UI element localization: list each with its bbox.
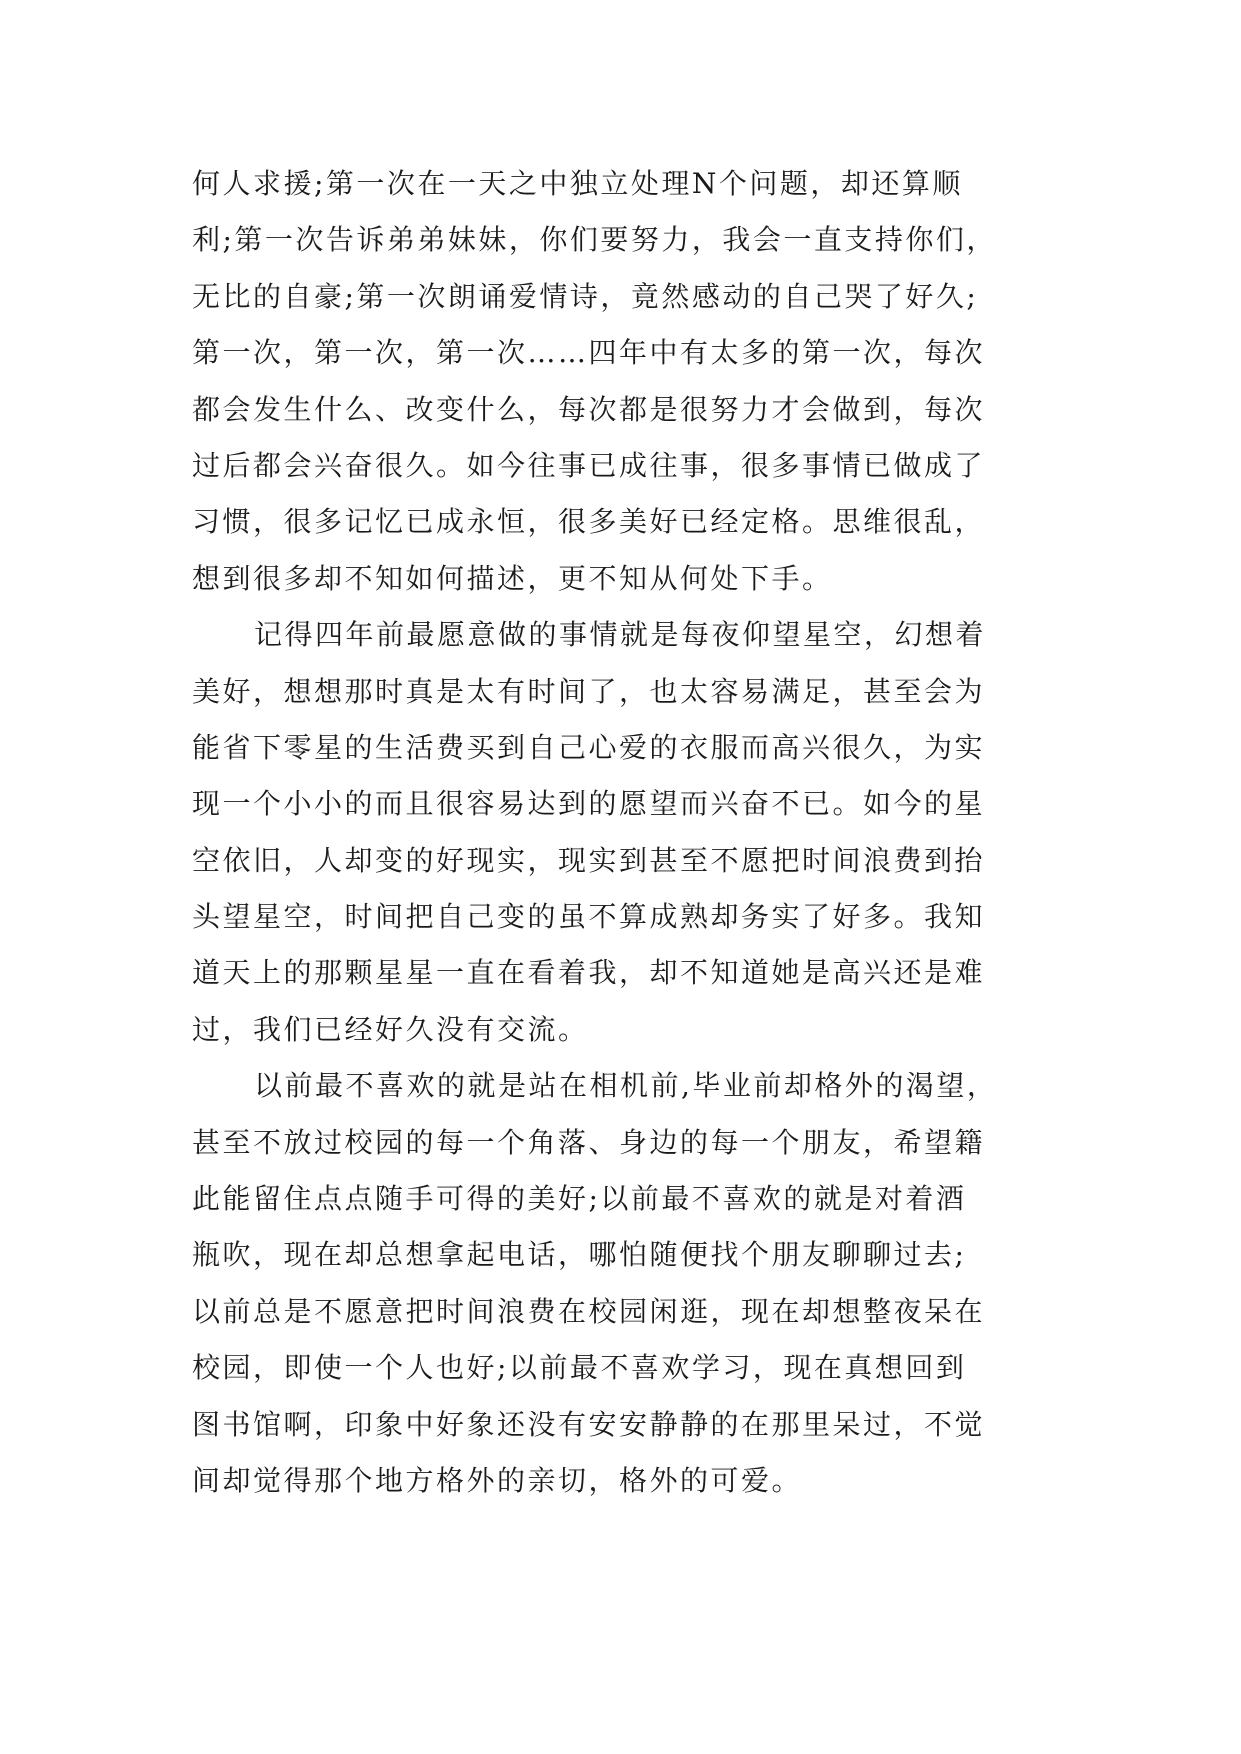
text-line: 甚至不放过校园的每一个角落、身边的每一个朋友，希望籍 xyxy=(192,1125,986,1159)
paragraph-2 xyxy=(192,607,1062,1058)
text-line: 过，我们已经好久没有交流。 xyxy=(192,1012,589,1046)
text-line: 美好，想想那时真是太有时间了，也太容易满足，甚至会为 xyxy=(192,674,986,708)
text-line: 校园，即使一个人也好;以前最不喜欢学习，现在真想回到 xyxy=(192,1351,967,1385)
text-line: 过后都会兴奋很久。如今往事已成往事，很多事情已做成了 xyxy=(192,448,986,482)
text-line: 现一个小小的而且很容易达到的愿望而兴奋不已。如今的星 xyxy=(192,787,986,821)
text-line: 图书馆啊，印象中好象还没有安安静静的在那里呆过，不觉 xyxy=(192,1407,986,1441)
paragraph-1 xyxy=(192,156,1062,607)
text-line: 利;第一次告诉弟弟妹妹，你们要努力，我会一直支持你们， xyxy=(192,223,997,257)
text-line: 道天上的那颗星星一直在看着我，却不知道她是高兴还是难 xyxy=(192,956,986,990)
paragraph-3 xyxy=(192,1058,1062,1509)
text-line: 无比的自豪;第一次朗诵爱情诗，竟然感动的自己哭了好久; xyxy=(192,279,979,313)
text-line: 头望星空，时间把自己变的虽不算成熟却务实了好多。我知 xyxy=(192,900,986,934)
text-line: 第一次，第一次，第一次……四年中有太多的第一次，每次 xyxy=(192,336,986,370)
text-line: 能省下零星的生活费买到自己心爱的衣服而高兴很久，为实 xyxy=(192,730,986,764)
text-line: 何人求援;第一次在一天之中独立处理N个问题，却还算顺 xyxy=(192,167,963,200)
text-line: 想到很多却不知如何描述，更不知从何处下手。 xyxy=(192,561,833,595)
text-line: 都会发生什么、改变什么，每次都是很努力才会做到，每次 xyxy=(192,392,986,426)
text-line: 此能留住点点随手可得的美好;以前最不喜欢的就是对着酒 xyxy=(192,1182,967,1216)
body-text xyxy=(192,156,1062,1509)
text-line: 瓶吹，现在却总想拿起电话，哪怕随便找个朋友聊聊过去; xyxy=(192,1238,967,1272)
text-line: 习惯，很多记忆已成永恒，很多美好已经定格。思维很乱， xyxy=(192,505,986,539)
text-line: 间却觉得那个地方格外的亲切，格外的可爱。 xyxy=(192,1463,803,1497)
text-line: 空依旧，人却变的好现实，现实到甚至不愿把时间浪费到抬 xyxy=(192,843,986,877)
text-line: 以前总是不愿意把时间浪费在校园闲逛，现在却想整夜呆在 xyxy=(192,1294,986,1328)
text-line: 记得四年前最愿意做的事情就是每夜仰望星空，幻想着 xyxy=(254,618,987,652)
text-line: 以前最不喜欢的就是站在相机前,毕业前却格外的渴望， xyxy=(254,1069,998,1103)
